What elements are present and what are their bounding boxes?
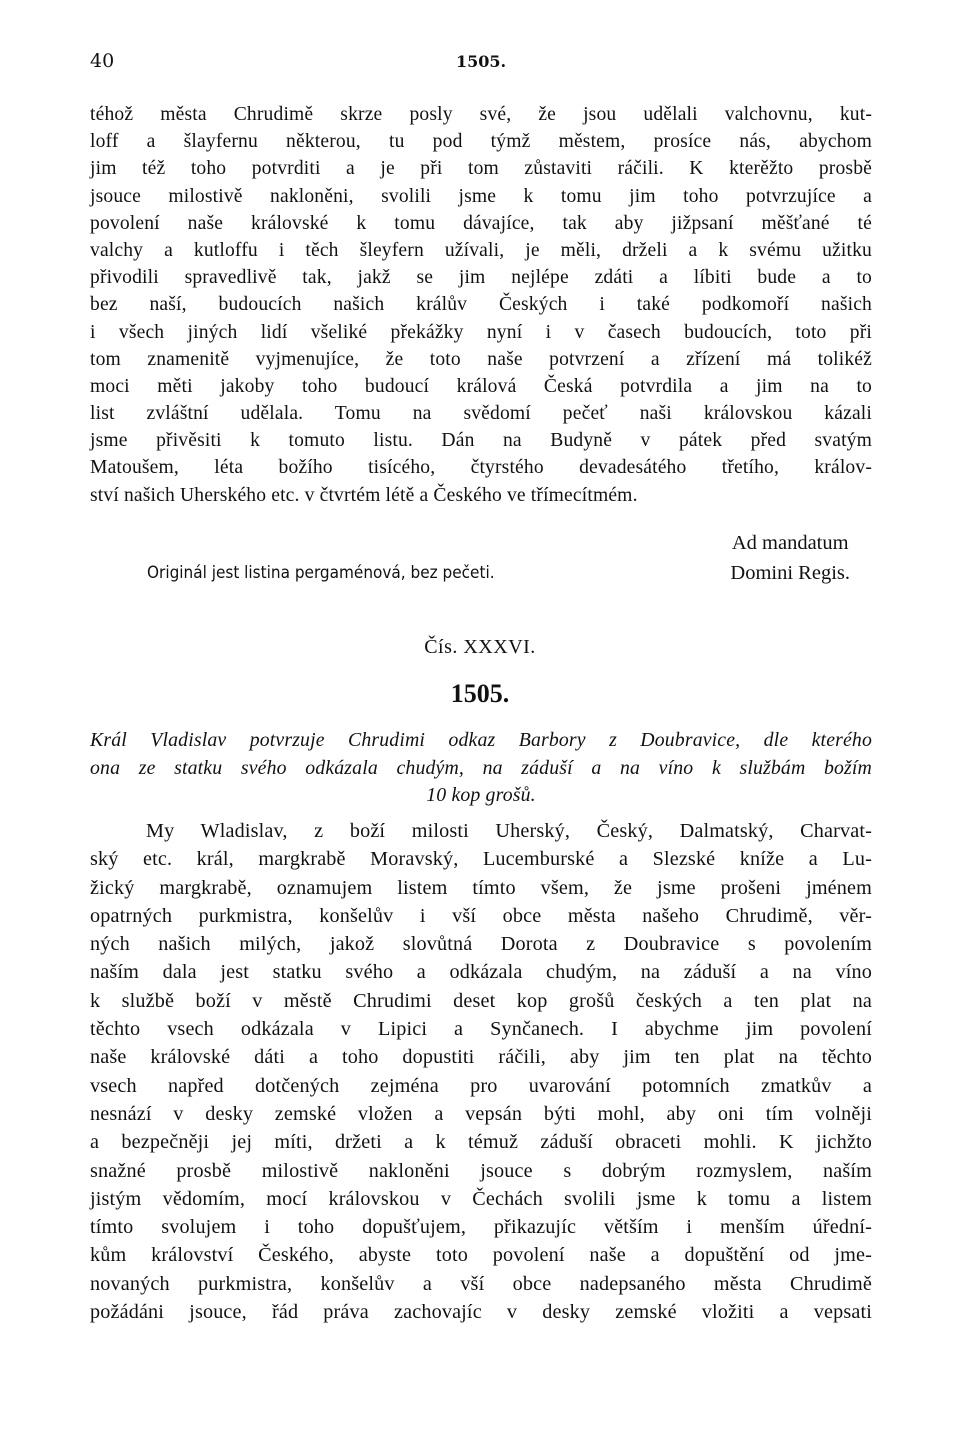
text-line: a bezpečněji jej míti, držeti a k témuž záduší obraceti mohli. K jichžto [90,1131,872,1154]
text-line: povolení naše královské k tomu dávajíce, tak aby jižpsaní měšťané té [90,212,872,234]
text-line: ných našich milých, jakož slovůtná Dorota z Doubravice s povolením [90,933,872,956]
text-line: jsouce milostivě nakloněni, svolili jsme k tomu jim toho potvrzujíce a [90,185,872,207]
text-line: ský etc. král, margkrabě Moravský, Lucemburské a Slezské kníže a Lu- [90,848,872,871]
text-line: téhož města Chrudimě skrze posly své, že jsou udělali valchovnu, kut- [90,104,872,125]
mandate-line-2: Domini Regis. [730,562,850,584]
mandate-line-1: Ad mandatum [731,532,849,554]
text-line: jim též toho potvrditi a je při tom zůstaviti ráčili. K kterěžto prosbě [90,158,872,180]
document-number: Čís. XXXVI. [424,636,536,658]
mandate-signature [730,528,850,588]
text-line: Matoušem, léta božího tisícého, čtyrstého devadesátého třetího, králov- [90,457,872,479]
text-line: naším dala jest statku svého a odkázala chudým, na záduší a na víno [90,961,872,984]
text-line: jistým vědomím, mocí královskou v Čechách svolili jsme k tomu a listem [90,1187,872,1210]
regest-line: ona ze statku svého odkázala chudým, na záduší a na víno k službám božím [90,756,872,779]
source-note: Originál jest listina pergaménová, bez pečeti. [147,563,495,583]
text-line: nesnází v desky zemské vložen a vepsán býti mohl, aby oni tím volněji [90,1102,872,1125]
text-line: moci měti jakoby toho budoucí králová Česká potvrdila a jim na to [90,375,872,397]
text-line: požádáni jsouce, řád práva zachovajíc v desky zemské vložiti a vepsati [90,1301,872,1324]
text-line: My Wladislav, z boží milosti Uherský, Český, Dalmatský, Charvat- [146,820,872,842]
text-line: těchto vsech odkázala v Lipici a Synčanech. I abychme jim povolení [90,1018,872,1041]
text-line: novaných purkmistra, konšelův a vší obce nadepsaného města Chrudimě [90,1272,872,1295]
text-line: přivodili spravedlivě tak, jakž se jim nejlépe zdáti a líbiti bude a to [90,267,872,289]
continuation-paragraph [90,101,872,509]
text-line: tom znamenitě vyjmenujíce, že toto naše potvrzení a zřízení má tolikéž [90,348,872,370]
text-line: loff a šlayfernu některou, tu pod týmž městem, prosíce nás, abychom [90,131,872,153]
document-regest [90,727,872,810]
text-line: jsme přivěsiti k tomuto listu. Dán na Budyně v pátek před svatým [90,430,872,452]
document-year: 1505. [450,679,510,708]
text-line: opatrných purkmistra, konšelův i vší obce města našeho Chrudimě, věr- [90,904,872,927]
document-body [90,817,872,1326]
text-line: žický margkrabě, oznamujem listem tímto všem, že jsme prošeni jménem [90,876,872,899]
page-number: 40 [90,50,115,72]
text-line: naše královské dáti a toho dopustiti ráčili, aby jim ten plat na těchto [90,1046,872,1069]
header-year: 1505. [455,52,507,71]
text-line: valchy a kutloffu i těch šleyfern užívali, je měli, drželi a k svému užitku [90,239,872,261]
text-line: kům království Českého, abyste toto povolení naše a dopuštění od jme- [90,1244,872,1267]
regest-line: 10 kop grošů. [426,784,536,806]
text-line: bez naší, budoucích našich králův Českých i také podkomoří našich [90,294,872,316]
signature-row [90,528,872,588]
text-line: vsech napřed dotčených zejména pro uvarování potomních zmatkův a [90,1074,872,1097]
text-line: i všech jiných lidí všeliké překážky nyní i v časech budoucích, toto při [90,321,872,343]
text-line: tímto svolujem i toho dopušťujem, přikazujíc větším i menším úřední- [90,1216,872,1239]
running-head [90,50,872,76]
text-line: ství našich Uherského etc. v čtvrtém létě a Českého ve třímecítmém. [90,484,638,506]
text-line: snažné prosbě milostivě nakloněni jsouce s dobrým rozmyslem, naším [90,1159,872,1182]
text-line: list zvláštní udělala. Tomu na svědomí pečeť naši královskou kázali [90,403,872,425]
regest-line: Král Vladislav potvrzuje Chrudimi odkaz Barbory z Doubravice, dle kterého [90,729,872,751]
text-line: k službě boží v městě Chrudimi deset kop grošů českých a ten plat na [90,989,872,1012]
